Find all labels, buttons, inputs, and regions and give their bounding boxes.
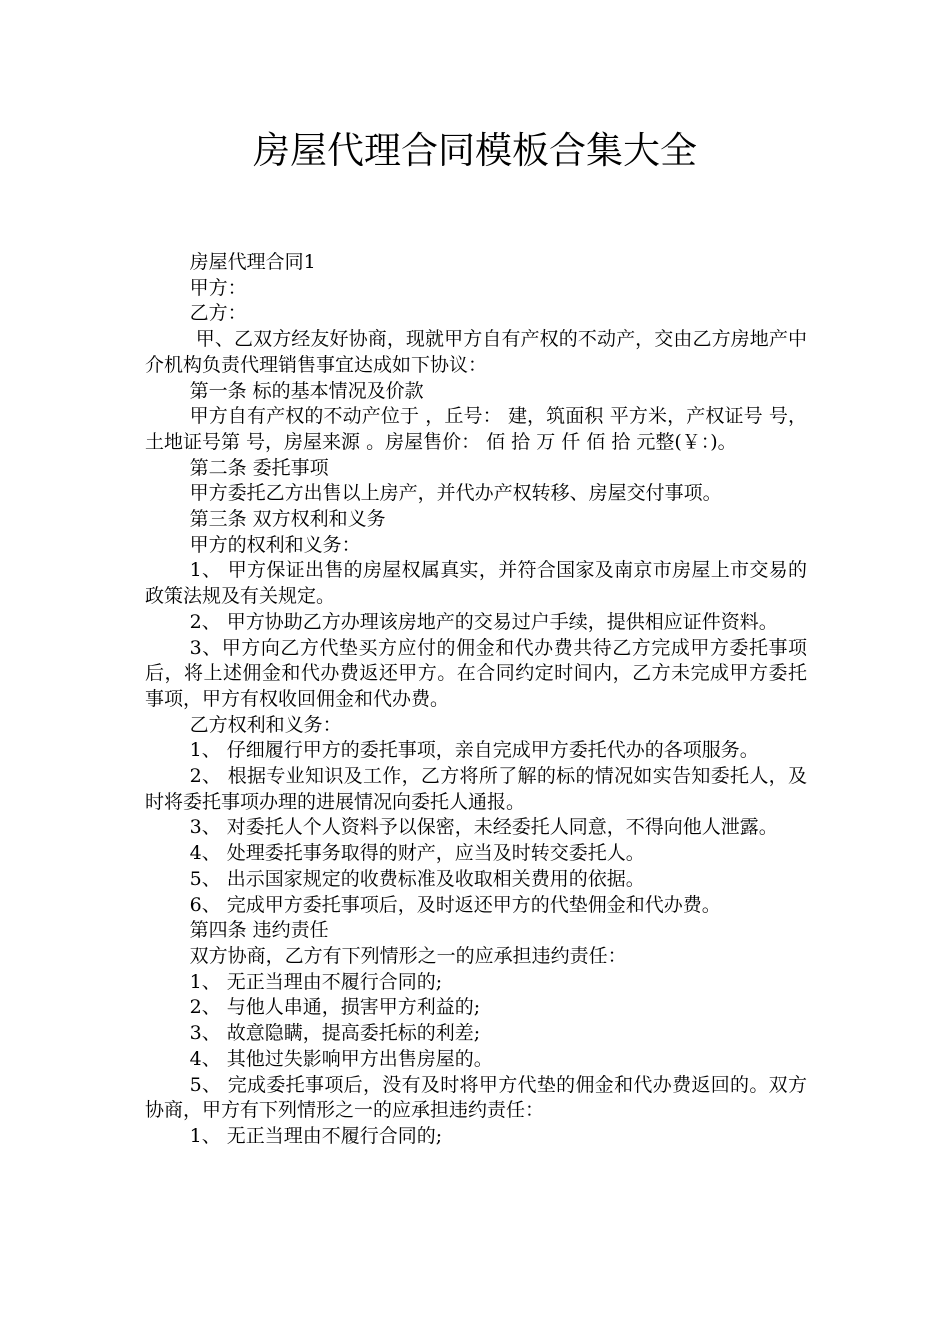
document-body [145, 250, 807, 1150]
paragraph: 甲、乙双方经友好协商，现就甲方自有产权的不动产，交由乙方房地产中介机构负责代理销售事宜达成如下协议： [145, 328, 807, 376]
paragraph: 双方协商，乙方有下列情形之一的应承担违约责任： [189, 944, 627, 967]
document-title: 房屋代理合同模板合集大全 [253, 129, 697, 172]
paragraph: 乙方权利和义务： [189, 713, 342, 736]
paragraph: 5、 出示国家规定的收费标准及收取相关费用的依据。 [189, 867, 645, 890]
paragraph: 5、 完成委托事项后，没有及时将甲方代垫的佣金和代办费返回的。双方协商，甲方有下列情形之一的应承担违约责任： [145, 1073, 807, 1122]
paragraph: 甲方委托乙方出售以上房产，并代办产权转移、房屋交付事项。 [189, 482, 722, 505]
paragraph: 乙方： [189, 302, 247, 325]
paragraph: 2、 与他人串通，损害甲方利益的; [189, 996, 481, 1019]
paragraph: 1、 无正当理由不履行合同的; [189, 970, 443, 993]
paragraph: 1、 无正当理由不履行合同的; [189, 1124, 443, 1147]
paragraph: 3、 故意隐瞒，提高委托标的利差; [189, 1022, 481, 1045]
paragraph: 甲方的权利和义务： [189, 533, 361, 556]
paragraph: 第一条 标的基本情况及价款 [189, 379, 424, 402]
paragraph: 第三条 双方权利和义务 [189, 508, 386, 531]
paragraph: 第四条 违约责任 [189, 919, 329, 942]
paragraph: 1、 甲方保证出售的房屋权属真实，并符合国家及南京市房屋上市交易的政策法规及有关规定。 [145, 559, 807, 608]
paragraph: 4、 处理委托事务取得的财产，应当及时转交委托人。 [189, 842, 645, 865]
paragraph: 房屋代理合同1 [189, 251, 316, 273]
paragraph: 4、 其他过失影响甲方出售房屋的。 [189, 1047, 493, 1070]
paragraph: 3、 对委托人个人资料予以保密，未经委托人同意，不得向他人泄露。 [189, 816, 778, 839]
paragraph: 甲方自有产权的不动产位于 ，丘号： 建，筑面积 平方米，产权证号 号，土地证号第 号，房屋来源 。房屋售价： 佰 拾 万 仟 佰 拾 元整(￥：)。 [145, 405, 807, 453]
paragraph: 第二条 委托事项 [189, 456, 329, 479]
paragraph: 2、 根据专业知识及工作，乙方将所了解的标的情况如实告知委托人，及时将委托事项办理的进展情况向委托人通报。 [145, 765, 807, 813]
paragraph: 2、 甲方协助乙方办理该房地产的交易过户手续，提供相应证件资料。 [189, 610, 778, 633]
paragraph: 1、 仔细履行甲方的委托事项，亲自完成甲方委托代办的各项服务。 [189, 739, 759, 762]
paragraph: 甲方： [189, 276, 247, 299]
paragraph: 6、 完成甲方委托事项后，及时返还甲方的代垫佣金和代办费。 [189, 893, 721, 916]
paragraph: 3、甲方向乙方代垫买方应付的佣金和代办费共待乙方完成甲方委托事项后，将上述佣金和代办费返还甲方。在合同约定时间内，乙方未完成甲方委托事项，甲方有权收回佣金和代办费。 [145, 636, 807, 710]
